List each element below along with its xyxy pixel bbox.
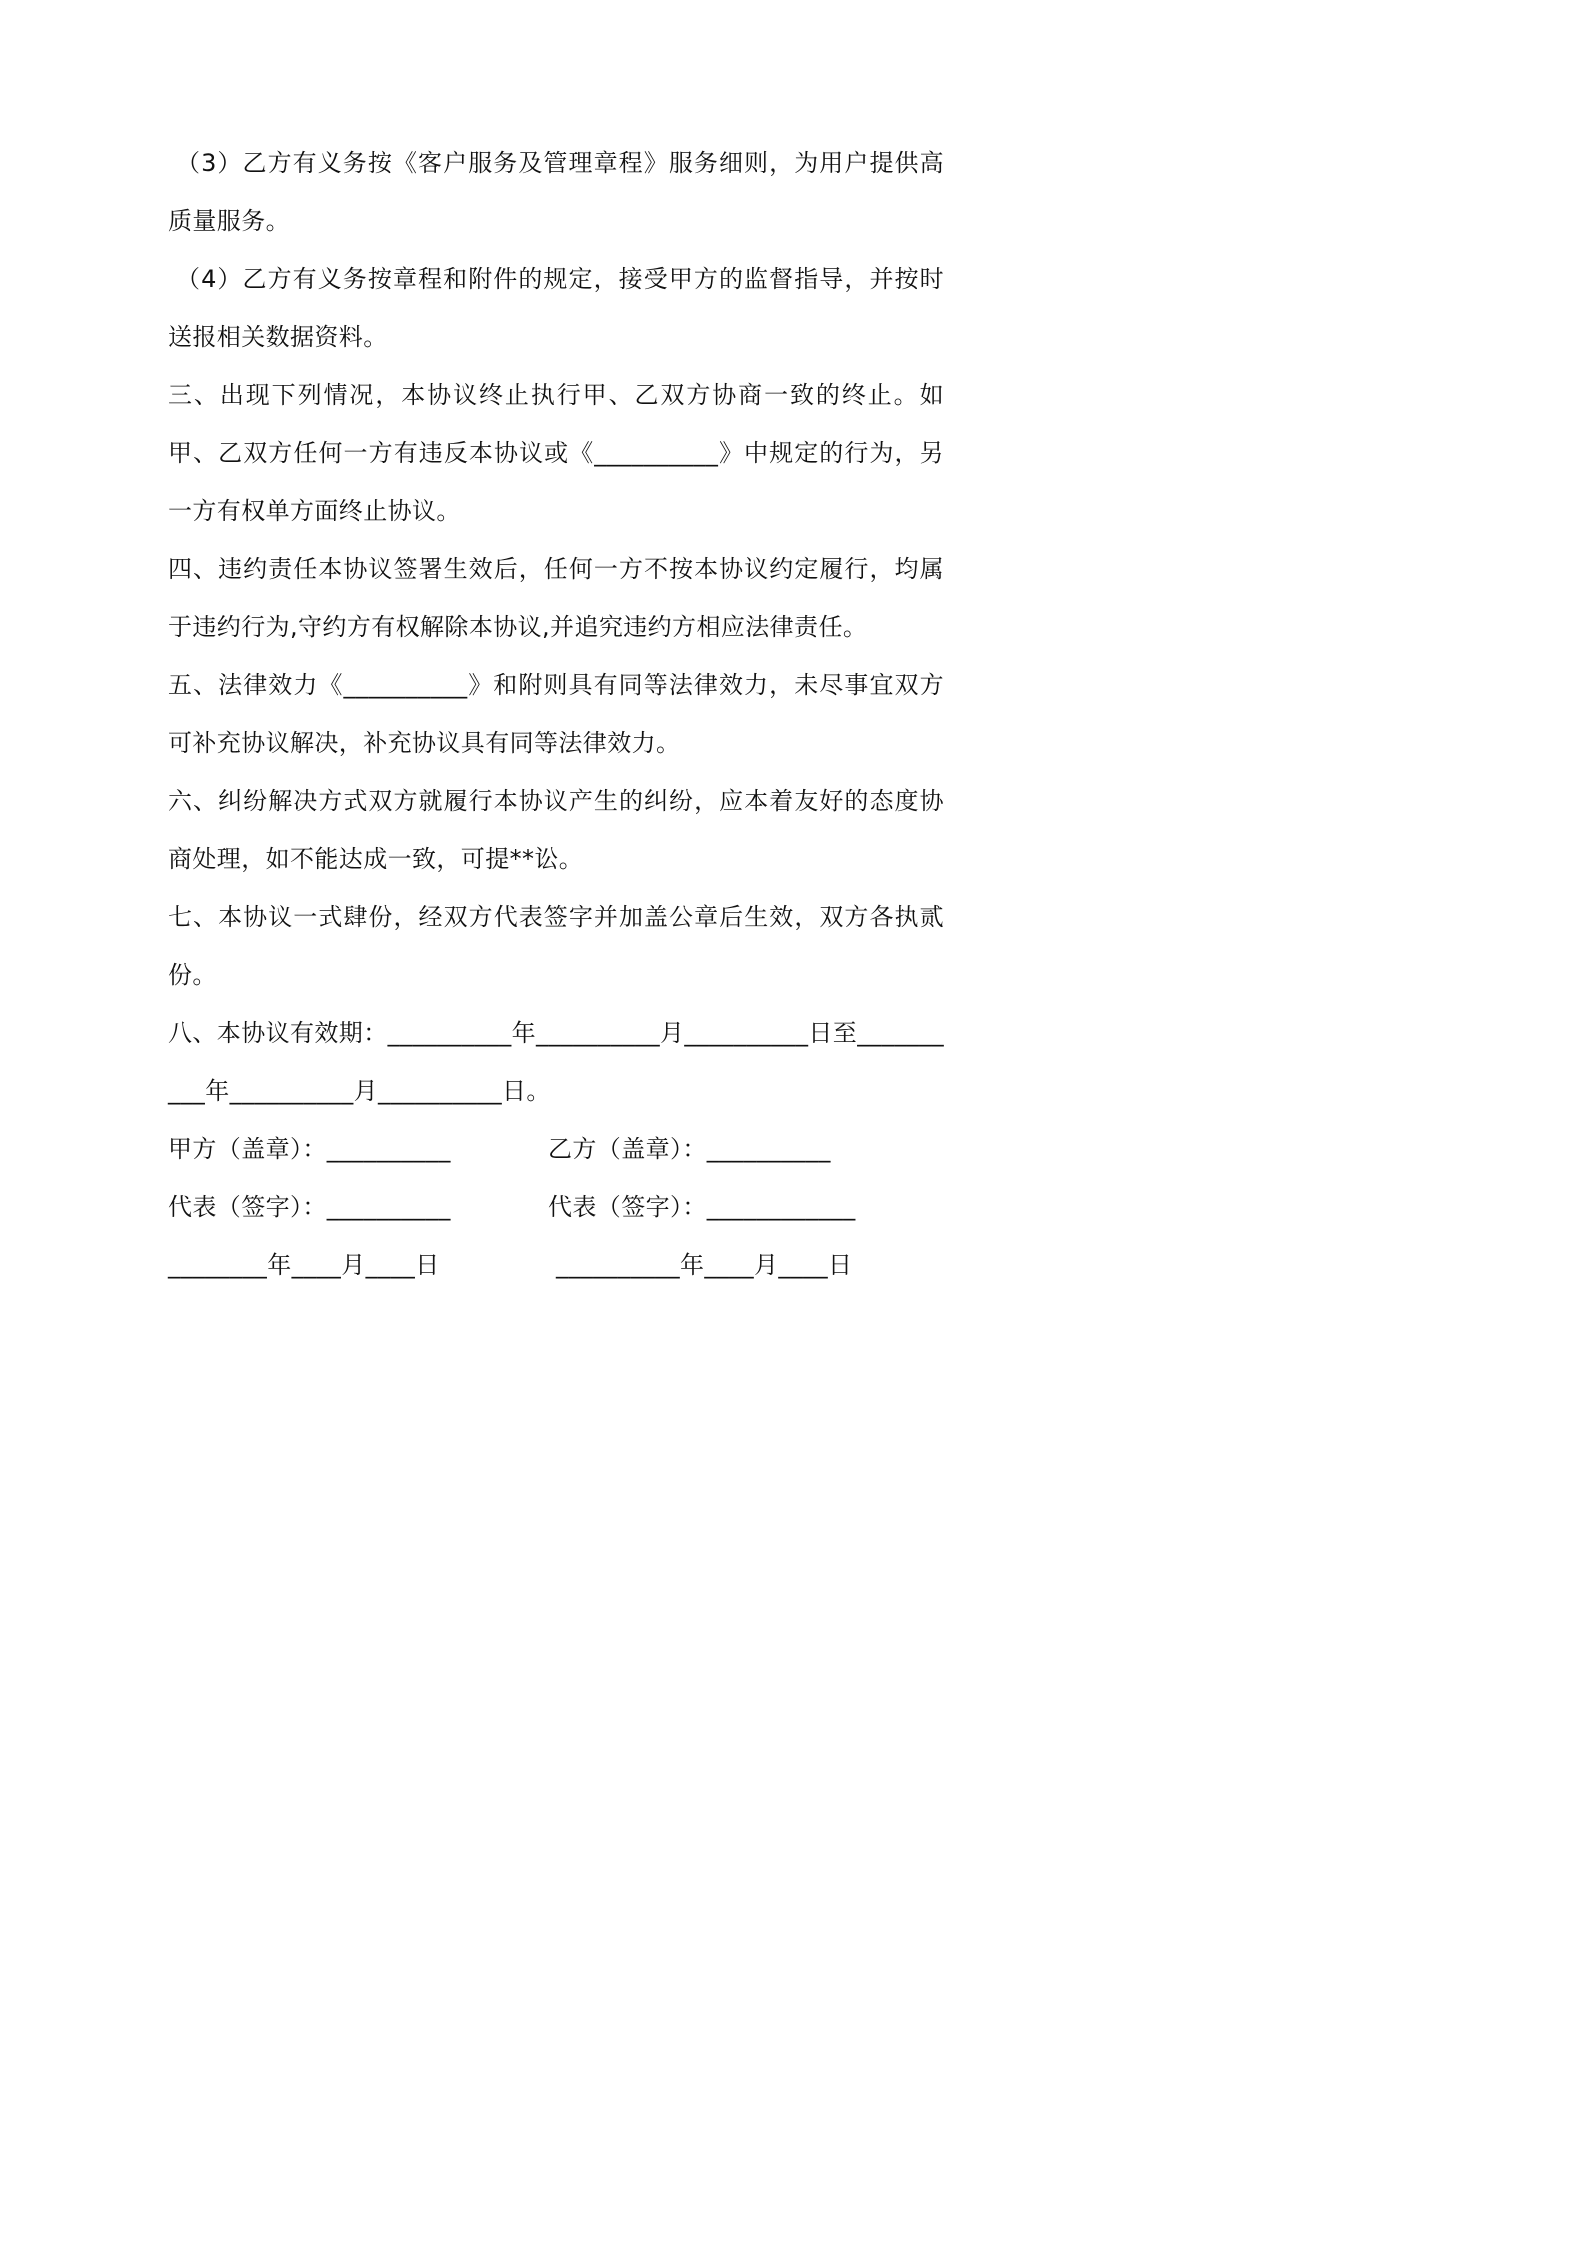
party-b-date-line: __________年____月____日 <box>556 1251 853 1279</box>
party-a-representative-line: 代表（签字）：__________ <box>168 1193 451 1221</box>
party-b-seal-line: 乙方（盖章）：__________ <box>548 1135 831 1163</box>
document-body <box>168 134 944 1294</box>
clause-3-paragraph: （3）乙方有义务按《客户服务及管理章程》服务细则，为用户提供高质量服务。 <box>168 149 944 235</box>
clause-4-paragraph: （4）乙方有义务按章程和附件的规定，接受甲方的监督指导，并按时送报相关数据资料。 <box>168 265 944 351</box>
representative-row <box>168 1178 944 1236</box>
copies-paragraph: 七、本协议一式肆份，经双方代表签字并加盖公章后生效，双方各执贰份。 <box>168 903 944 989</box>
dispute-resolution-paragraph: 六、纠纷解决方式双方就履行本协议产生的纠纷，应本着友好的态度协商处理，如不能达成一致，可提**讼。 <box>168 787 944 873</box>
termination-paragraph: 三、出现下列情况，本协议终止执行甲、乙双方协商一致的终止。如甲、乙双方任何一方有违反本协议或《__________》中规定的行为，另一方有权单方面终止协议。 <box>168 381 944 525</box>
party-a-seal-line: 甲方（盖章）：__________ <box>168 1135 451 1163</box>
seal-row <box>168 1120 944 1178</box>
party-a-date-line: ________年____月____日 <box>168 1251 440 1279</box>
party-b-representative-line: 代表（签字）：____________ <box>548 1193 856 1221</box>
date-row <box>168 1236 944 1294</box>
liability-paragraph: 四、违约责任本协议签署生效后，任何一方不按本协议约定履行，均属于违约行为,守约方有权解除本协议,并追究违约方相应法律责任。 <box>168 555 944 641</box>
document-page <box>0 0 1102 1560</box>
legal-effect-paragraph: 五、法律效力《__________》和附则具有同等法律效力，未尽事宜双方可补充协议解决，补充协议具有同等法律效力。 <box>168 671 944 757</box>
validity-period-paragraph: 八、本协议有效期：__________年__________月__________日至__________年__________月__________日。 <box>168 1019 944 1105</box>
